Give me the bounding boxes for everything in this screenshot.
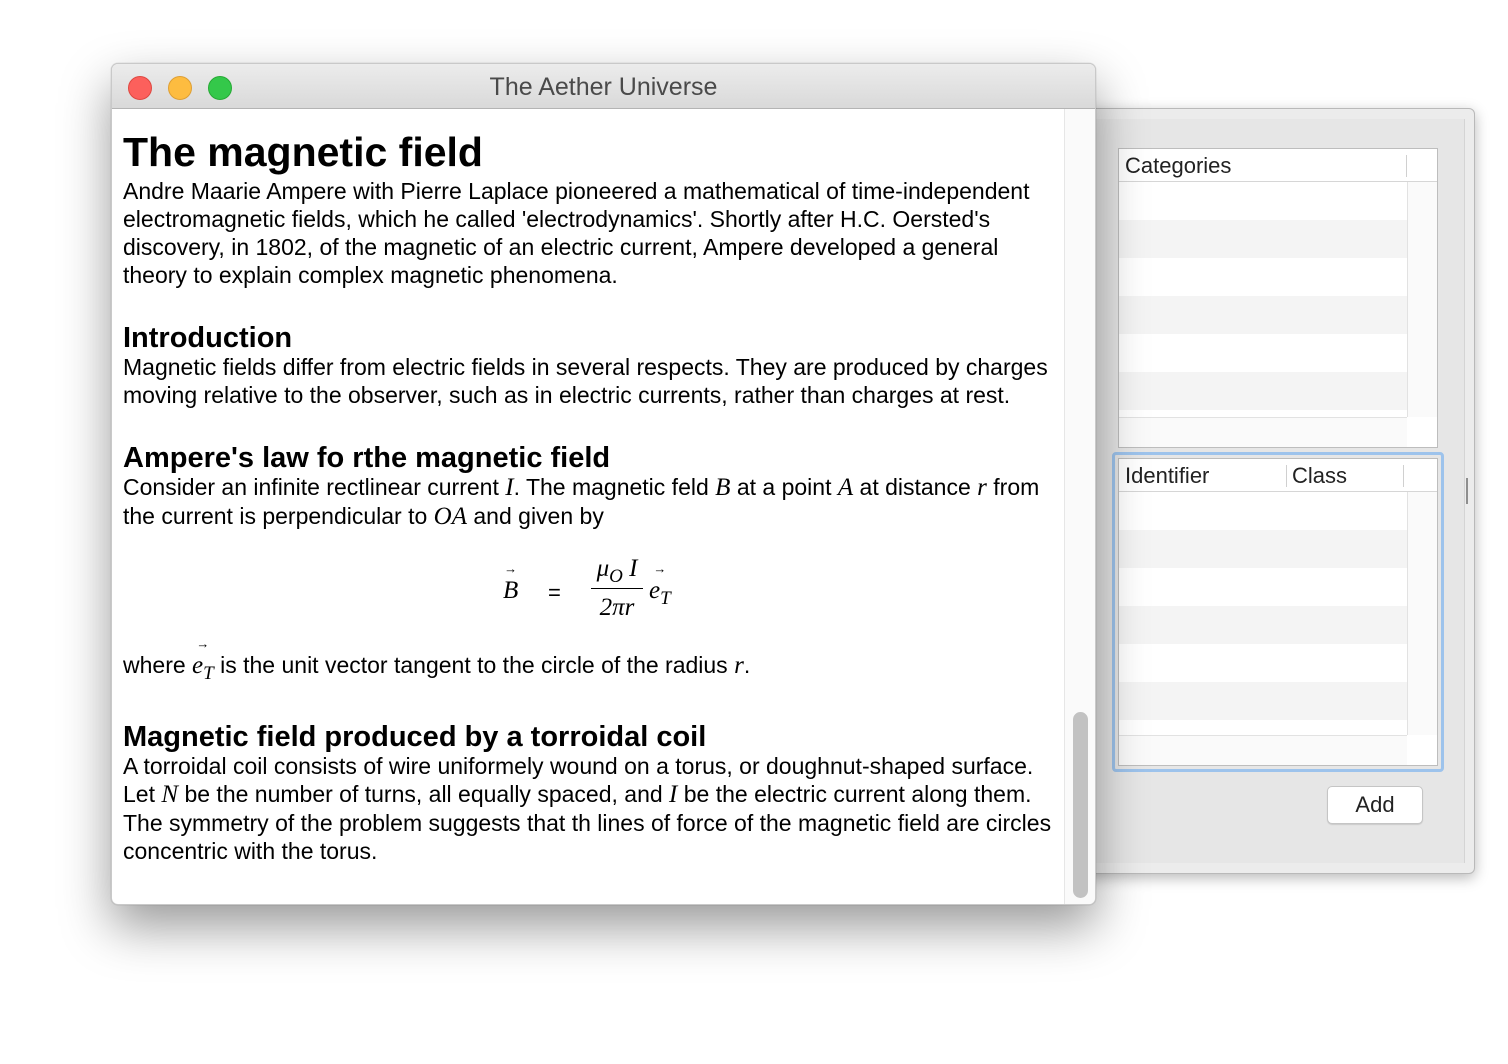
title-bar[interactable] xyxy=(112,64,1095,109)
text-run: is the unit vector tangent to the circle of the radius xyxy=(213,652,735,678)
identifiers-horizontal-scrollbar[interactable] xyxy=(1119,735,1407,765)
table-row[interactable] xyxy=(1119,682,1407,720)
table-row[interactable] xyxy=(1119,220,1407,258)
table-row[interactable] xyxy=(1119,568,1407,606)
equation-lhs-symbol: B xyxy=(503,577,519,604)
equation-rhs-unit-vector xyxy=(649,561,671,613)
math-variable-n: N xyxy=(161,781,179,808)
text-run: Consider an infinite rectlinear current xyxy=(123,474,506,500)
table-row[interactable] xyxy=(1119,530,1407,568)
fraction-bar xyxy=(591,588,643,589)
column-separator[interactable] xyxy=(1403,465,1404,487)
text-run: from the current is perpendicular to xyxy=(123,474,1040,529)
equation-fraction xyxy=(591,555,643,622)
table-row[interactable] xyxy=(1119,606,1407,644)
fraction-denominator: 2πr xyxy=(599,594,635,621)
categories-horizontal-scrollbar[interactable] xyxy=(1119,417,1407,447)
identifiers-table-header xyxy=(1119,459,1437,492)
inline-unit-vector-subscript: T xyxy=(203,663,214,684)
unit-vector-explanation xyxy=(123,636,1053,688)
text-run: . xyxy=(743,652,751,678)
vector-arrow: → xyxy=(504,561,518,576)
table-row[interactable] xyxy=(1119,334,1407,372)
column-header-class[interactable]: Class xyxy=(1292,463,1348,488)
text-run: A torroidal coil consists of wire uniformely wound on a torus, or doughnut-shaped surface. Let xyxy=(123,753,1034,807)
window-title: The Aether Universe xyxy=(489,73,718,101)
amperes-law-equation xyxy=(123,531,1053,651)
inline-unit-vector xyxy=(192,636,214,688)
inline-unit-vector-symbol: e xyxy=(192,652,204,679)
identifiers-rows xyxy=(1119,492,1407,720)
main-window xyxy=(111,63,1096,905)
document-body xyxy=(123,127,1053,865)
categories-table[interactable] xyxy=(1118,148,1438,448)
text-run: and given by xyxy=(467,503,604,529)
torroidal-coil-paragraph xyxy=(123,752,1053,865)
categories-rows xyxy=(1119,182,1407,410)
math-variable-oa: OA xyxy=(433,503,467,530)
math-variable-i: I xyxy=(505,474,514,501)
vector-arrow: → xyxy=(653,561,667,576)
column-header-categories[interactable]: Categories xyxy=(1125,153,1232,178)
table-row[interactable] xyxy=(1119,372,1407,410)
fraction-numerator xyxy=(591,555,643,585)
amperes-law-paragraph xyxy=(123,473,1053,531)
scrollbar-thumb[interactable] xyxy=(1073,712,1088,898)
table-row[interactable] xyxy=(1119,644,1407,682)
math-variable-a: A xyxy=(837,474,854,501)
numerator-current: I xyxy=(629,555,638,582)
identifiers-table[interactable] xyxy=(1118,458,1438,766)
intro-paragraph: Andre Maarie Ampere with Pierre Laplace pioneered a mathematical of time-independent electromagnetic fields, which he called 'electrodynamics'. Shortly after H.C. Oersted's discovery, in 1802, of the magnetic of an electric current, Ampere developed a general theory to explain complex magnetic phenomena. xyxy=(123,178,1030,288)
document-view[interactable] xyxy=(112,109,1064,904)
equation-equals-sign: = xyxy=(548,580,561,605)
text-run: . The magnetic feld xyxy=(513,474,716,500)
identifiers-vertical-scrollbar[interactable] xyxy=(1407,492,1437,735)
column-separator[interactable] xyxy=(1286,465,1287,487)
table-row[interactable] xyxy=(1119,296,1407,334)
mu-symbol: μ xyxy=(596,555,610,582)
text-run: be the number of turns, all equally spaced, and xyxy=(178,781,670,807)
categories-table-header xyxy=(1119,149,1437,182)
categories-vertical-scrollbar[interactable] xyxy=(1407,182,1437,417)
text-run: be the electric current along them. The symmetry of the problem suggests that th lines of force of the magnetic field are circles concentric with the torus. xyxy=(123,781,1052,864)
document-vertical-scrollbar[interactable] xyxy=(1064,109,1096,904)
vector-arrow: → xyxy=(196,636,210,651)
unit-vector-symbol: e xyxy=(649,577,661,604)
table-row[interactable] xyxy=(1119,492,1407,530)
table-row[interactable] xyxy=(1119,182,1407,220)
table-row[interactable] xyxy=(1119,258,1407,296)
column-separator[interactable] xyxy=(1406,155,1407,177)
math-variable-r: r xyxy=(734,652,744,679)
add-button[interactable]: Add xyxy=(1327,786,1423,824)
introduction-paragraph: Magnetic fields differ from electric fields in several respects. They are produced by charges moving relative to the observer, such as in electric currents, rather than charges at rest. xyxy=(123,354,1048,408)
column-header-identifier[interactable]: Identifier xyxy=(1125,463,1210,488)
unit-vector-subscript: T xyxy=(660,588,671,609)
text-run: at a point xyxy=(730,474,838,500)
section-heading-torroidal-coil: Magnetic field produced by a torroidal coil xyxy=(123,721,707,753)
text-run: where xyxy=(123,652,193,678)
equation-lhs-vector-b xyxy=(503,561,519,605)
section-heading-amperes-law: Ampere's law fo rthe magnetic field xyxy=(123,442,611,474)
section-heading-introduction: Introduction xyxy=(123,322,293,354)
text-run: at distance xyxy=(853,474,978,500)
math-variable-b: B xyxy=(715,474,731,501)
math-variable-r: r xyxy=(977,474,987,501)
document-heading: The magnetic field xyxy=(123,129,483,175)
mu-subscript: O xyxy=(609,566,623,587)
drawer-resize-handle[interactable] xyxy=(1466,478,1468,504)
math-variable-i: I xyxy=(669,781,678,808)
